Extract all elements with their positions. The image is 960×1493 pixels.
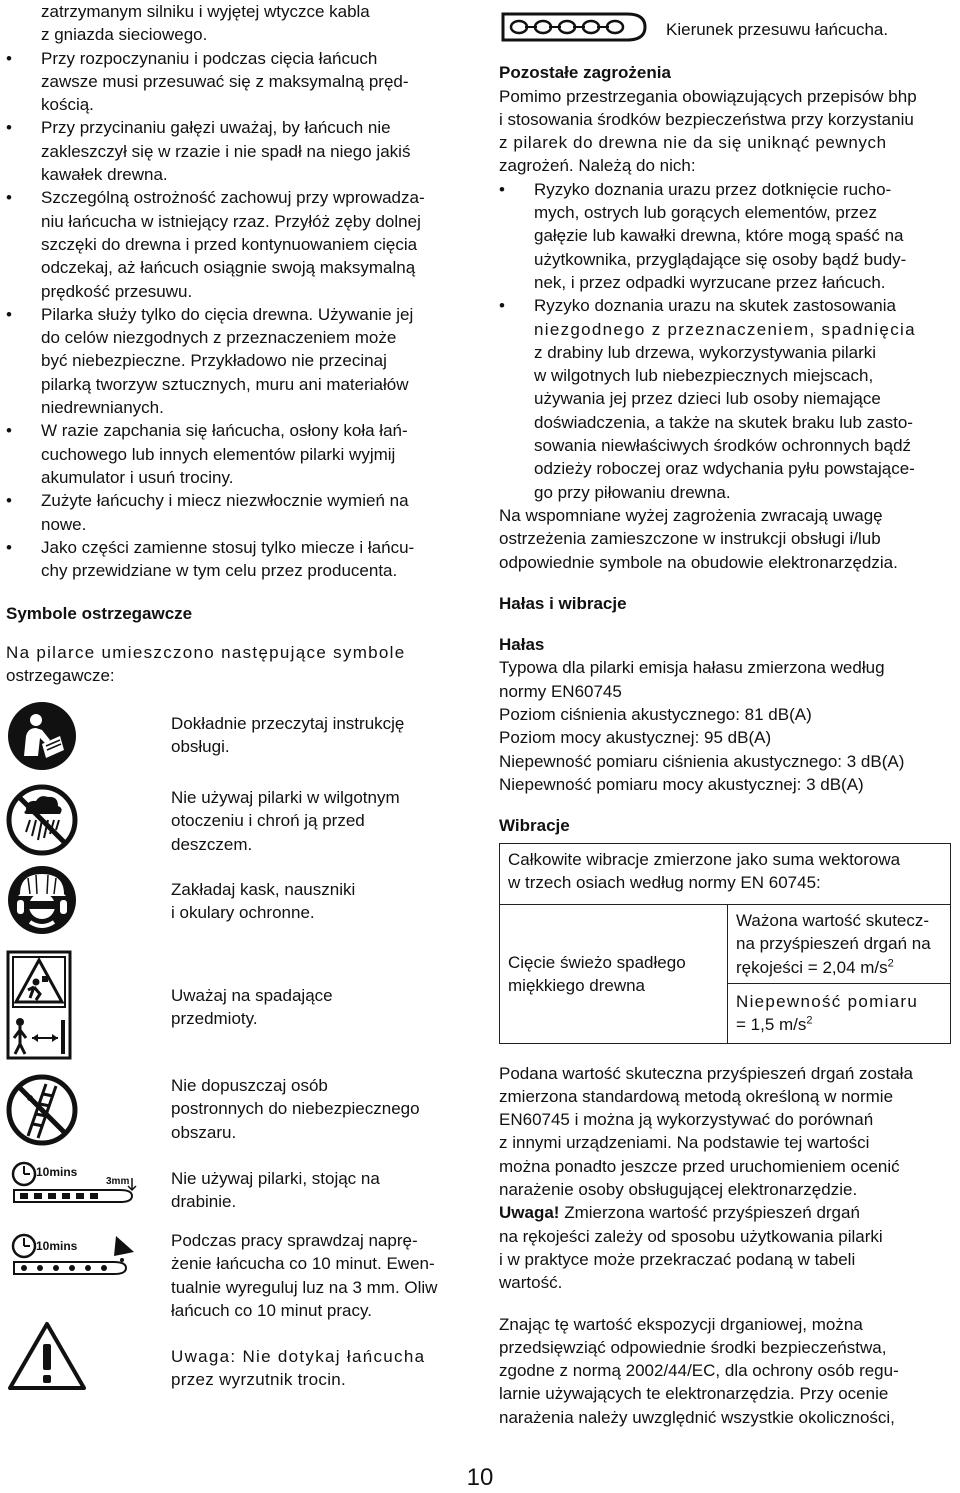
bullet-item: • Przy przycinaniu gałęzi uważaj, by łańcuch nie zakleszczył się w rzazie i nie spadł na niego jakiś kawałek drewna.	[6, 116, 463, 186]
noise-vibration-heading: Hałas i wibracje	[499, 593, 627, 613]
vibration-value: Ważona wartość skutecz- na przyśpieszeń drgań na rękojeści = 2,04 $m/s^2$	[728, 905, 950, 984]
vibration-heading: Wibracje	[499, 816, 570, 836]
svg-text:3mm: 3mm	[106, 1176, 130, 1187]
vibration-table-header: Całkowite wibracje zmierzone jako suma wektorowa w trzech osiach według normy EN 60745:	[500, 844, 950, 906]
page-number: 10	[466, 1464, 494, 1491]
no-ladder-icon	[6, 1074, 78, 1146]
chain-direction-label: Kierunek przesuwu łańcucha.	[666, 20, 889, 39]
bullet-item: • Jako części zamienne stosuj tylko miecze i łańcu- chy przewidziane w tym celu przez producenta.	[6, 536, 463, 583]
symbol-description: Uwaga: Nie dotykaj łańcucha przez wyrzutnik trocin.	[171, 1347, 426, 1390]
bullet-item: • Pilarka służy tylko do cięcia drewna. Używanie jej do celów niezgodnych z przeznaczeniem może być niebezpieczne. Przykładowo nie przecinaj pilarką tworzyw sztucznych, muru ani materiałów niedrewnianych.	[6, 303, 463, 419]
symbol-description: Uważaj na spadające przedmioty.	[171, 986, 333, 1029]
symbol-description: Podczas pracy sprawdzaj naprę- żenie łańcucha co 10 minut. Ewen- tualnie wyreguluj luz na 3 mm. Oliw łańcuch co 10 minut pracy.	[171, 1231, 438, 1320]
bullet-item: • Zużyte łańcuchy i miecz niezwłocznie wymień na nowe.	[6, 489, 463, 536]
bullet-item: • Przy rozpoczynaniu i podczas cięcia łańcuch zawsze musi przesuwać się z maksymalną pręd- kością.	[6, 47, 463, 117]
other-hazards-text: Pomimo przestrzegania obowiązujących przepisów bhp i stosowania środków bezpieczeństwa przy korzystaniu z pilarek do drewna nie da się uniknąć pewnych zagrożeń. Należą do nich:	[499, 86, 917, 176]
no-rain-icon	[6, 784, 78, 856]
hazards-after-text: Na wspomniane wyżej zagrożenia zwracają uwagę ostrzeżenia zamieszczone w instrukcji obsługi i/lub odpowiednie symbole na obudowie elektronarzędzia.	[499, 505, 898, 572]
falling-objects-icon	[6, 950, 72, 1060]
continued-text: zatrzymanym silniku i wyjętej wtyczce kabla z gniazda sieciowego.	[41, 2, 370, 45]
bullet-item: • W razie zapchania się łańcucha, osłony koła łań- cuchowego lub innych elementów pilarki wyjmij akumulator i usuń trociny.	[6, 419, 463, 489]
vibration-table-condition: Cięcie świeżo spadłego miękkiego drewna	[500, 905, 728, 1042]
hazard-bullets	[499, 178, 957, 504]
bullet-item: • Ryzyko doznania urazu przez dotknięcie rucho- mych, ostrych lub gorących elementów, przez gałęzie lub kawałki drewna, które mogą spaść na użytkownika, przyglądające się osoby bądź budy- nek, i przez odpadki wyrzucane przez łańcuch.	[499, 178, 957, 294]
other-hazards-heading: Pozostałe zagrożenia	[499, 63, 671, 83]
chain-tension-check-icon	[10, 1160, 140, 1206]
sawdust-warning-icon	[6, 1320, 88, 1392]
symbols-intro: Na pilarce umieszczono następujące symbole ostrzegawcze:	[6, 643, 406, 686]
vibration-table	[499, 843, 951, 1044]
svg-text:10mins: 10mins	[36, 1165, 78, 1179]
left-column	[6, 0, 463, 582]
exposure-paragraph: Znając tę wartość ekspozycji drganiowej, można przedsięwziąć odpowiednie środki bezpieczeństwa, zgodne z normą 2002/44/EC, dla ochrony osób regu- larnie używających te elektronarzędzia. Przy ocenie narażenia należy uwzględnić wszystkie okoliczności,	[499, 1314, 899, 1427]
vibration-uncertainty: Niepewność pomiaru = 1,5 $m/s^2$	[736, 991, 919, 1035]
vibration-warning: Uwaga! Zmierzona wartość przyśpieszeń drgań na rękojeści zależy od sposobu użytkowania pilarki i w praktyce może przekraczać podaną w tabeli wartość.	[499, 1203, 883, 1293]
svg-text:10mins: 10mins	[36, 1239, 78, 1253]
safety-bullets	[6, 47, 463, 583]
bullet-item: • Ryzyko doznania urazu na skutek zastosowania niezgodnego z przeznaczeniem, spadnięcia z drabiny lub drzewa, wykorzystywania pilarki w wilgotnych lub niebezpiecznych miejscach, używania jej przez dzieci lub osoby niemające doświadczenia, a także na skutek braku lub zasto- sowania niewłaściwych środków ochronnych bądź odzieży roboczej oraz wdychania pyłu powstające- go przy piłowaniu drewna.	[499, 294, 957, 504]
symbol-description: Dokładnie przeczytaj instrukcję obsługi.	[171, 714, 405, 757]
right-column	[499, 0, 957, 1429]
symbol-description: Nie używaj pilarki w wilgotnym otoczeniu i chroń ją przed deszczem.	[171, 788, 400, 854]
noise-values: Typowa dla pilarki emisja hałasu zmierzona według normy EN60745 Poziom ciśnienia akustycznego: 81 dB(A) Poziom mocy akustycznej: 95 dB(A) Niepewność pomiaru ciśnienia akustycznego: 3 dB(A) Niepewność pomiaru mocy akustycznej: 3 dB(A)	[499, 658, 905, 794]
symbol-description: Zakładaj kask, nauszniki i okulary ochronne.	[171, 880, 356, 923]
symbol-description: Nie dopuszczaj osób postronnych do niebezpiecznego obszaru.	[171, 1076, 420, 1142]
read-manual-icon	[6, 700, 78, 772]
bullet-item: • Szczególną ostrożność zachowuj przy wprowadza- niu łańcucha w istniejący rzaz. Przyłóż zęby dolnej szczęki do drewna i przed kontynuowaniem cięcia odczekaj, aż łańcuch osiągnie swoją maksymalną prędkość przesuwu.	[6, 186, 463, 302]
symbols-heading: Symbole ostrzegawcze	[6, 604, 193, 623]
chain-oil-icon	[10, 1232, 140, 1278]
symbol-description: Nie używaj pilarki, stojąc na drabinie.	[171, 1169, 380, 1212]
helmet-ear-eye-protection-icon	[6, 864, 78, 936]
noise-heading: Hałas	[499, 635, 545, 655]
vibration-explanation: Podana wartość skuteczna przyśpieszeń drgań została zmierzona standardową metodą określoną w normie EN60745 i można ją wykorzystywać do porównań z innymi urządzeniami. Na podstawie tej wartości można ponadto jeszcze przed uruchomieniem ocenić narażenie osoby obsługującej elektronarzędzie.	[499, 1063, 913, 1200]
